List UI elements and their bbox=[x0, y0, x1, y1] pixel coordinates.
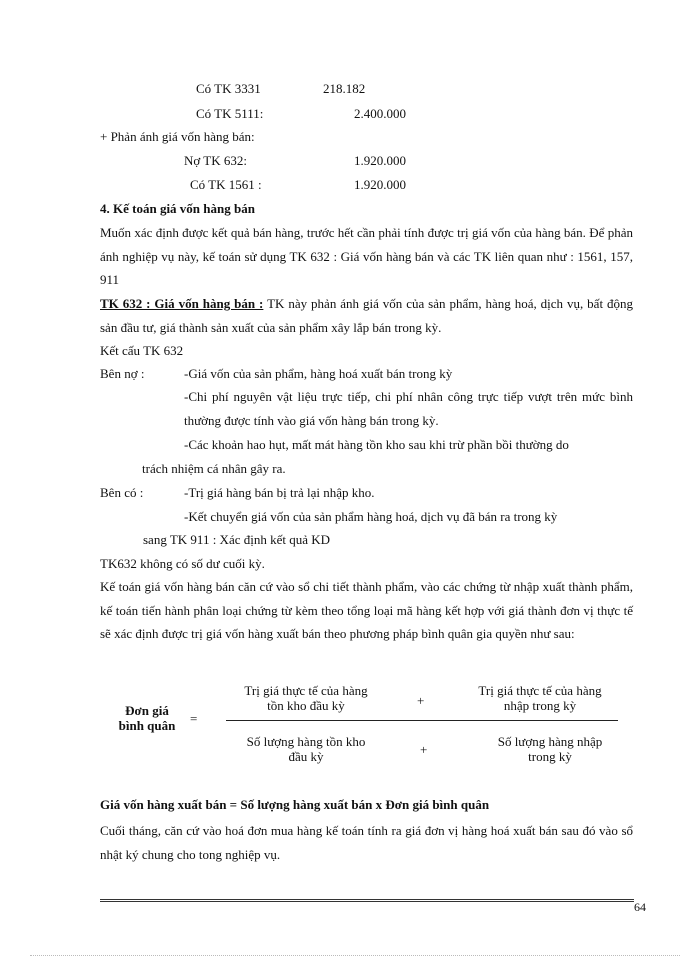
method-paragraph: Kế toán giá vốn hàng bán căn cứ vào sổ chi tiết thành phẩm, vào các chứng từ nhập xuất thành phẩm, kế toán tiến hành phân loại chứng từ kèm theo tổng loại mã hàng kết hợp với giá thành đơn vị thực tế sẽ xác định được trị giá vốn hàng xuất bán theo phương pháp bình quân gia quyền như sau: bbox=[100, 579, 633, 641]
debit-item-3b: trách nhiệm cá nhân gây ra. bbox=[142, 461, 286, 476]
formula-numerator-right: Trị giá thực tế của hàng nhập trong kỳ bbox=[478, 683, 602, 713]
reflect-cost-line: + Phản ánh giá vốn hàng bán: bbox=[100, 129, 255, 144]
debit-label: Bên nợ : bbox=[100, 366, 145, 381]
section-heading: 4. Kế toán giá vốn hàng bán bbox=[100, 201, 255, 216]
formula-denominator-left: Số lượng hàng tồn kho đầu kỳ bbox=[246, 734, 366, 764]
entry-co-5111-label: Có TK 5111: bbox=[196, 106, 264, 121]
formula-denominator-right: Số lượng hàng nhập trong kỳ bbox=[497, 734, 603, 764]
no-balance-line: TK632 không có số dư cuối kỳ. bbox=[100, 556, 265, 571]
formula-numerator-left: Trị giá thực tế của hàng tồn kho đầu kỳ bbox=[244, 683, 368, 713]
entry-co-1561-value: 1.920.000 bbox=[354, 177, 406, 192]
credit-item-2b: sang TK 911 : Xác định kết quả KD bbox=[143, 532, 331, 547]
structure-label: Kết cấu TK 632 bbox=[100, 343, 184, 358]
fraction-line bbox=[226, 720, 618, 721]
entry-co-3331-label: Có TK 3331 bbox=[196, 81, 261, 96]
intro-paragraph: Muốn xác định được kết quả bán hàng, trước hết cần phải tính được trị giá vốn của hàng bán. Để phản ánh nghiệp vụ này, kế toán sử dụng TK 632 : Giá vốn hàng bán và các TK liên quan như : 1561, 157, 911 bbox=[100, 225, 633, 287]
closing-paragraph: Cuối tháng, căn cứ vào hoá đơn mua hàng kế toán tính ra giá đơn vị hàng hoá xuất bán sau đó vào sổ nhật ký chung cho tong nghiệp vụ. bbox=[100, 823, 633, 862]
formula-equals: = bbox=[190, 711, 198, 726]
formula-numerator-plus: + bbox=[417, 693, 425, 708]
formula-lhs: Đơn giá bình quân bbox=[118, 703, 176, 733]
cost-formula: Giá vốn hàng xuất bán = Số lượng hàng xuất bán x Đơn giá bình quân bbox=[100, 797, 490, 812]
entry-co-5111-value: 2.400.000 bbox=[354, 106, 406, 121]
debit-item-2: -Chi phí nguyên vật liệu trực tiếp, chi phí nhân công trực tiếp vượt trên mức bình thường được tính vào giá vốn hàng bán trong kỳ. bbox=[184, 389, 633, 428]
page-number: 64 bbox=[634, 900, 646, 914]
tk632-paragraph bbox=[100, 292, 633, 339]
entry-co-3331-value: 218.182 bbox=[323, 81, 366, 96]
debit-item-1: -Giá vốn của sản phẩm, hàng hoá xuất bán trong kỳ bbox=[184, 366, 453, 381]
debit-item-3a: -Các khoản hao hụt, mất mát hàng tồn kho sau khi trừ phần bồi thường do bbox=[184, 437, 569, 452]
tk632-title: TK 632 : Giá vốn hàng bán : bbox=[100, 296, 264, 311]
credit-label: Bên có : bbox=[100, 485, 144, 500]
formula-denominator-plus: + bbox=[420, 742, 428, 757]
credit-item-1: -Trị giá hàng bán bị trả lại nhập kho. bbox=[184, 485, 375, 500]
entry-no-632-label: Nợ TK 632: bbox=[184, 153, 247, 168]
entry-co-1561-label: Có TK 1561 : bbox=[190, 177, 262, 192]
credit-item-2a: -Kết chuyển giá vốn của sản phẩm hàng hoá, dịch vụ đã bán ra trong kỳ bbox=[184, 509, 558, 524]
tk632-description: TK này phản ánh giá vốn của sản phẩm, hàng hoá, dịch vụ, bất động sản đầu tư, giá thành sản xuất của sản phẩm xây lắp bán trong kỳ. bbox=[100, 296, 633, 335]
page-bottom-border bbox=[30, 955, 680, 956]
footer-rule bbox=[100, 899, 634, 902]
entry-no-632-value: 1.920.000 bbox=[354, 153, 406, 168]
